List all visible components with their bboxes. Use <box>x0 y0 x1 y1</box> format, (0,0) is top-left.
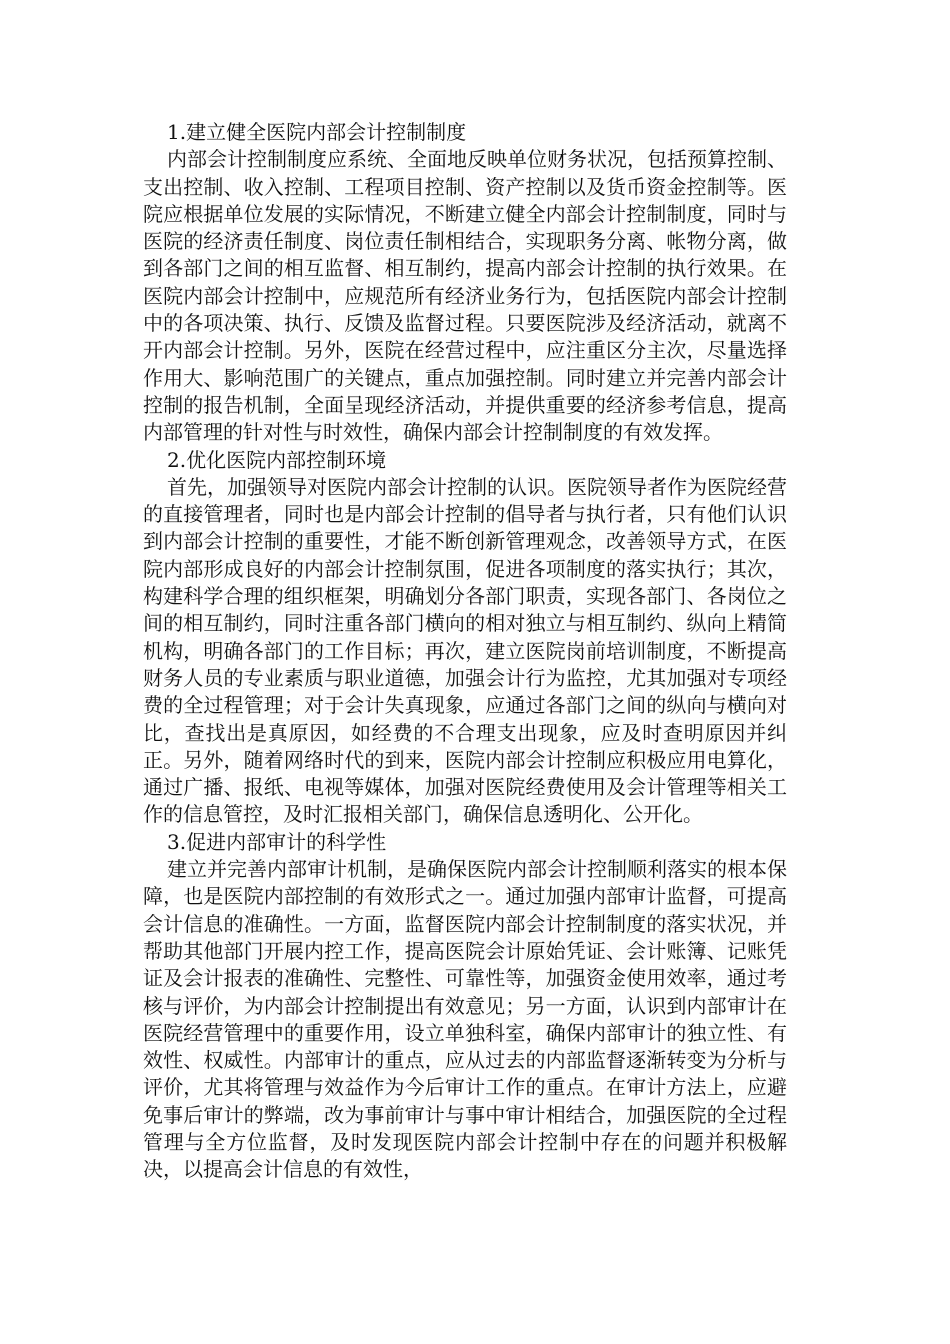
section-heading: 2.优化医院内部控制环境 <box>167 447 387 472</box>
section-heading: 3.促进内部审计的科学性 <box>167 829 387 854</box>
document-page <box>143 119 787 1184</box>
section-paragraph: 建立并完善内部审计机制，是确保医院内部会计控制顺利落实的根本保障，也是医院内部控制的有效形式之一。通过加强内部审计监督，可提高会计信息的准确性。一方面，监督医院内部会计控制制度的落实状况，并帮助其他部门开展内控工作，提高医院会计原始凭证、会计账簿、记账凭证及会计报表的准确性、完整性、可靠性等，加强资金使用效率，通过考核与评价，为内部会计控制提出有效意见；另一方面，认识到内部审计在医院经营管理中的重要作用，设立单独科室，确保内部审计的独立性、有效性、权威性。内部审计的重点，应从过去的内部监督逐渐转变为分析与评价，尤其将管理与效益作为今后审计工作的重点。在审计方法上，应避免事后审计的弊端，改为事前审计与事中审计相结合，加强医院的全过程管理与全方位监督，及时发现医院内部会计控制中存在的问题并积极解决，以提高会计信息的有效性， <box>143 857 787 1182</box>
section-2 <box>143 447 787 829</box>
section-paragraph: 首先，加强领导对医院内部会计控制的认识。医院领导者作为医院经营的直接管理者，同时也是内部会计控制的倡导者与执行者，只有他们认识到内部会计控制的重要性，才能不断创新管理观念，改善领导方式，在医院内部形成良好的内部会计控制氛围，促进各项制度的落实执行；其次，构建科学合理的组织框架，明确划分各部门职责，实现各部门、各岗位之间的相互制约，同时注重各部门横向的相对独立与相互制约、纵向上精简机构，明确各部门的工作目标；再次，建立医院岗前培训制度，不断提高财务人员的专业素质与职业道德，加强会计行为监控，尤其加强对专项经费的全过程管理；对于会计失真现象，应通过各部门之间的纵向与横向对比，查找出是真原因，如经费的不合理支出现象，应及时查明原因并纠正。另外，随着网络时代的到来，医院内部会计控制应积极应用电算化，通过广播、报纸、电视等媒体，加强对医院经费使用及会计管理等相关工作的信息管控，及时汇报相关部门，确保信息透明化、公开化。 <box>143 474 787 827</box>
section-paragraph: 内部会计控制制度应系统、全面地反映单位财务状况，包括预算控制、支出控制、收入控制、工程项目控制、资产控制以及货币资金控制等。医院应根据单位发展的实际情况，不断建立健全内部会计控制制度，同时与医院的经济责任制度、岗位责任制相结合，实现职务分离、帐物分离，做到各部门之间的相互监督、相互制约，提高内部会计控制的执行效果。在医院内部会计控制中，应规范所有经济业务行为，包括医院内部会计控制中的各项决策、执行、反馈及监督过程。只要医院涉及经济活动，就离不开内部会计控制。另外，医院在经营过程中，应注重区分主次，尽量选择作用大、影响范围广的关键点，重点加强控制。同时建立并完善内部会计控制的报告机制，全面呈现经济活动，并提供重要的经济参考信息，提高内部管理的针对性与时效性，确保内部会计控制制度的有效发挥。 <box>143 147 787 445</box>
section-3 <box>143 829 787 1184</box>
section-heading: 1.建立健全医院内部会计控制制度 <box>167 120 467 144</box>
section-1 <box>143 119 787 447</box>
